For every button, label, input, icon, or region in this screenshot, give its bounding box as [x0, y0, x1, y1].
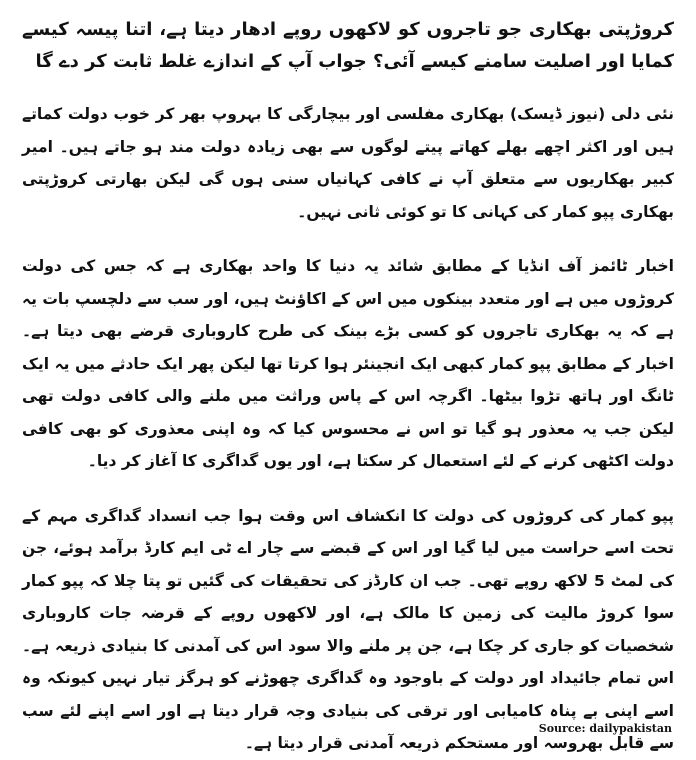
article-paragraph-background: اخبار ٹائمز آف انڈیا کے مطابق شائد یہ دنیا کا واحد بھکاری ہے کہ جس کی دولت کروڑوں میں ہے اور متعدد بینکوں میں اس کے اکاﺅنٹ ہیں، اور سب سے دلچسپ بات یہ ہے کہ یہ بھکاری تاجروں کو کسی بڑے بینک کی طرح کاروباری قرضے بھی دیتا ہے۔ اخبار کے مطابق پپو کمار کبھی ایک انجینئر ہوا کرتا تھا لیکن پھر ایک حادثے میں یہ ایک ٹانگ اور ہاتھ تڑوا بیٹھا۔ اگرچہ اس کے پاس وراثت میں ملنے والی کافی دولت تھی لیکن جب یہ معذور ہو گیا تو اس نے محسوس کیا کہ وہ اپنی معذوری کو بھی کافی دولت اکٹھی کرنے کے لئے استعمال کر سکتا ہے، اور یوں گداگری کا آغاز کر دیا۔ [22, 257, 674, 470]
article-paragraph-discovery: پپو کمار کی کروڑوں کی دولت کا انکشاف اس وقت ہوا جب انسداد گداگری مہم کے تحت اسے حراست میں لیا گیا اور اس کے قبضے سے چار اے ٹی ایم کارڈ برآمد ہوئے، جن کی لمٹ 5 لاکھ روپے تھی۔ جب ان کارڈز کی تحقیقات کی گئیں تو پتا چلا کہ پپو کمار سوا کروڑ مالیت کی زمین کا مالک ہے، اور لاکھوں روپے کے قرضہ جات کاروباری شخصیات کو جاری کر چکا ہے، جن پر ملنے والا سود اس کی آمدنی کا بنیادی ذریعہ ہے۔ اس تمام جائیداد اور دولت کے باوجود وہ گداگری چھوڑنے کو ہرگز تیار نہیں کیونکہ وہ اسے اپنی بے پناہ کامیابی اور ترقی کی بنیادی وجہ قرار دیتا ہے اور اسے اپنے لئے سب سے قابل بھروسہ اور مستحکم ذریعہ آمدنی قرار دیتا ہے۔ [22, 506, 674, 752]
article-paragraph-intro: نئی دلی (نیوز ڈیسک) بھکاری مفلسی اور بیچارگی کا بہروپ بھر کر خوب دولت کماتے ہیں اور اکثر اچھے بھلے کھاتے پیتے لوگوں سے بھی زیادہ دولت مند ہو جاتے ہیں۔ امیر کبیر بھکاریوں سے متعلق آپ نے کافی کہانیاں سنی ہوں گی لیکن بھارتی کروڑپتی بھکاری پپو کمار کی کہانی کا تو کوئی ثانی نہیں۔ [22, 105, 674, 221]
article-source-credit: Source: dailypakistan [538, 722, 672, 735]
article-headline: کروڑپتی بھکاری جو تاجروں کو لاکھوں روپے ادھار دیتا ہے، اتنا پیسہ کیسے کمایا اور اصلیت سامنے کیسے آئی؟ جواب آپ کے اندازے غلط ثابت کر دے گا [22, 19, 674, 72]
